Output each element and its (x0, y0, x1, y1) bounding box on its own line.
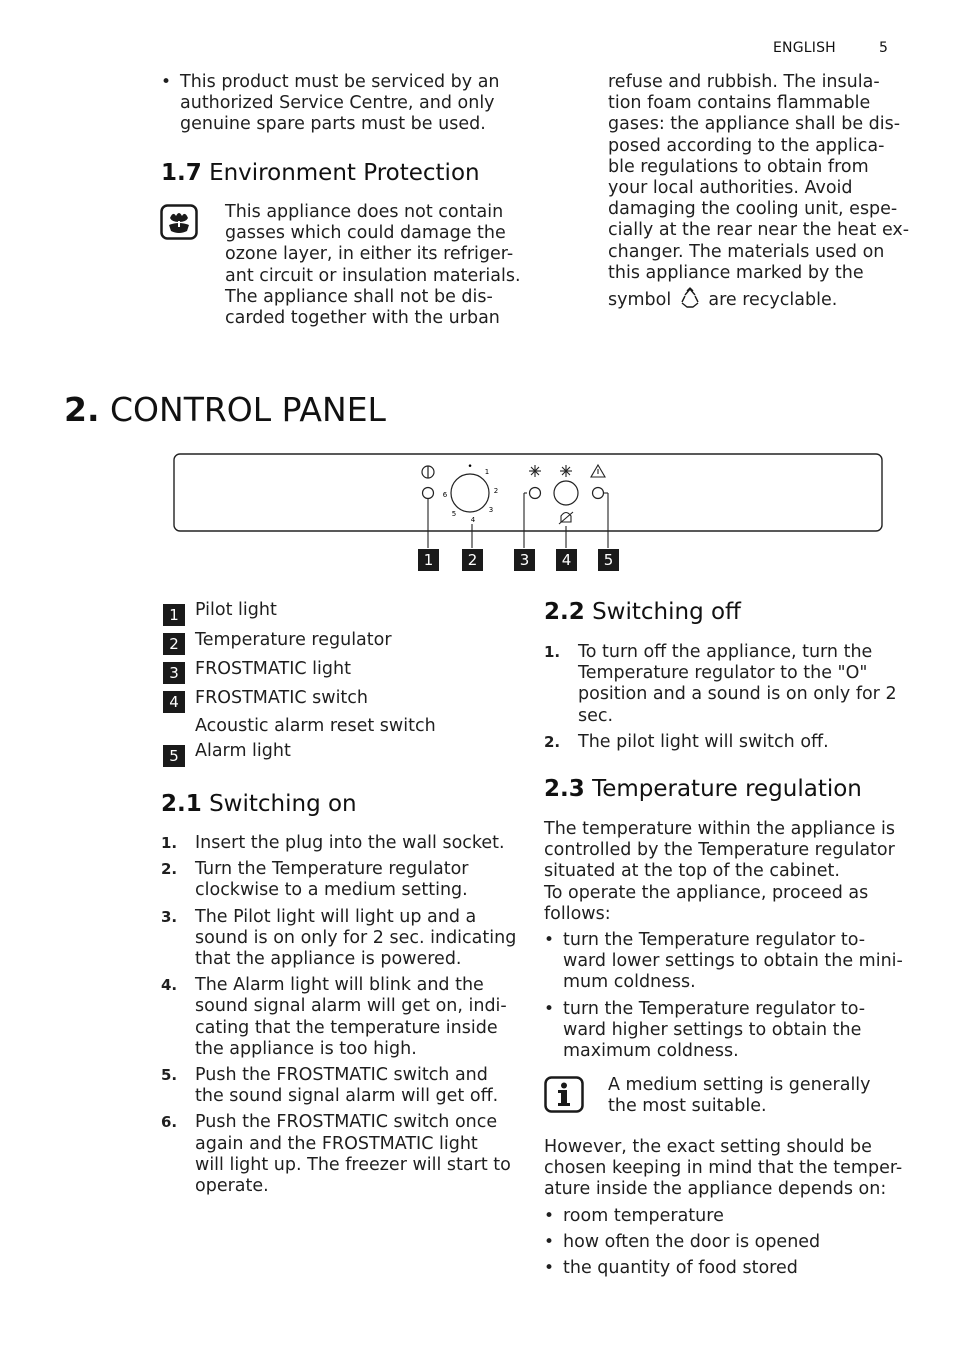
step-number: 2. (161, 860, 178, 879)
text-line: turn the Temperature regulator to- (563, 998, 866, 1019)
text-line: chosen keeping in mind that the temper- (544, 1158, 903, 1179)
text-line: gases: the appliance shall be dis- (608, 114, 901, 135)
text-line: carded together with the urban (225, 308, 500, 329)
text-line: follows: (544, 903, 611, 924)
environment-text-right (608, 72, 909, 311)
switching-off-steps (544, 642, 914, 753)
callout-leaders (428, 493, 608, 548)
recycle-symbol-icon (679, 287, 701, 309)
chapter-heading (64, 390, 386, 429)
dial-mark: 4 (470, 516, 476, 524)
legend-label: Temperature regulator (195, 630, 392, 650)
legend-label: FROSTMATIC switch (195, 688, 369, 708)
text-line: cially at the rear near the heat ex- (608, 220, 910, 241)
step-number: 1. (161, 834, 178, 852)
text-line: controlled by the Temperature regulator (544, 840, 895, 861)
list-item (544, 1232, 914, 1253)
step-number: 4. (161, 976, 178, 995)
callout-number: 2 (467, 551, 478, 569)
text-line: However, the exact setting should be (544, 1137, 872, 1157)
legend-label: Acoustic alarm reset switch (195, 716, 436, 736)
switching-on-steps (161, 833, 521, 1197)
temperature-intro (544, 819, 895, 925)
bullet-dot: • (544, 1232, 555, 1253)
section-number: 2.1 (161, 791, 202, 817)
dial-mark: 6 (442, 491, 448, 499)
recyclable-text: are recyclable. (708, 290, 838, 311)
frostmatic-light-lamp (530, 488, 541, 499)
text-line: operate. (195, 1176, 269, 1197)
section-title: Environment Protection (209, 160, 480, 186)
text-line: The temperature within the appliance is (544, 819, 896, 839)
section-number: 1.7 (161, 160, 202, 186)
legend-badge: 3 (163, 662, 185, 684)
list-item (544, 1258, 914, 1279)
step-number: 2. (544, 732, 561, 751)
section-number: 2.2 (544, 599, 585, 625)
language-label: ENGLISH (773, 40, 836, 56)
legend-label: FROSTMATIC light (195, 659, 351, 679)
text-line: sound signal alarm will get on, indi- (195, 996, 507, 1017)
step-number: 1. (544, 643, 561, 661)
list-item (544, 732, 914, 753)
dial-mark: • (467, 462, 473, 472)
text-line: the sound signal alarm will get off. (195, 1086, 499, 1107)
text-line: Turn the Temperature regulator (195, 859, 469, 880)
text-line: This product must be serviced by an (180, 72, 500, 92)
section-heading-switching-off (544, 599, 741, 625)
bullet-dot: • (544, 1206, 555, 1226)
bullet-dot: • (544, 930, 555, 950)
text-line: how often the door is opened (563, 1232, 821, 1253)
info-note (608, 1075, 871, 1117)
text-line: your local authorities. Avoid (608, 178, 853, 199)
dial-mark: 2 (493, 487, 499, 495)
legend-badge: 2 (163, 633, 185, 655)
text-line: ward lower settings to obtain the mini- (563, 951, 903, 972)
bullet-dot: • (544, 1258, 555, 1279)
step-number: 6. (161, 1113, 178, 1132)
text-line: The pilot light will switch off. (578, 731, 829, 752)
chapter-title: CONTROL PANEL (110, 390, 386, 429)
text-line: authorized Service Centre, and only (180, 93, 495, 114)
text-line: Push the FROSTMATIC switch and (195, 1065, 488, 1086)
text-line: To turn off the appliance, turn the (578, 642, 873, 662)
symbol-word: symbol (608, 290, 672, 311)
list-item (544, 999, 914, 1063)
list-item (161, 975, 521, 1060)
text-line: position and a sound is on only for 2 (578, 684, 897, 705)
text-line: To operate the appliance, proceed as (544, 882, 869, 903)
text-line: clockwise to a medium setting. (195, 880, 468, 901)
text-line: damaging the cooling unit, espe- (608, 199, 898, 220)
list-item (544, 930, 914, 994)
dial-mark: 1 (484, 468, 490, 476)
alarm-light-lamp (593, 488, 604, 499)
info-icon (544, 1076, 584, 1113)
pilot-light-lamp (423, 488, 434, 499)
chapter-number: 2. (64, 390, 100, 429)
section-heading-environment (161, 160, 480, 186)
legend-label: Pilot light (195, 600, 277, 620)
text-line: will light up. The freezer will start to (195, 1154, 511, 1175)
list-item (161, 1112, 521, 1197)
text-line: sound is on only for 2 sec. indicating (195, 927, 517, 948)
text-line: situated at the top of the cabinet. (544, 861, 840, 882)
step-number: 3. (161, 907, 178, 926)
bullet-dot: • (544, 998, 555, 1019)
section-number: 2.3 (544, 776, 585, 802)
text-line: Insert the plug into the wall socket. (195, 833, 505, 853)
text-line: A medium setting is generally (608, 1075, 871, 1095)
dial-mark: 5 (451, 510, 457, 518)
list-item (544, 1206, 914, 1227)
text-line: ble regulations to obtain from (608, 156, 869, 177)
temperature-dial (451, 474, 489, 512)
text-line: changer. The materials used on (608, 241, 885, 262)
alarm-mute-icon (559, 512, 573, 524)
text-line: refuse and rubbish. The insula- (608, 72, 880, 92)
text-line: this appliance marked by the (608, 262, 864, 283)
text-line: cating that the temperature inside (195, 1017, 498, 1038)
section-heading-temperature-regulation (544, 776, 862, 802)
text-line: ward higher settings to obtain the (563, 1019, 862, 1040)
text-line: This appliance does not contain (225, 202, 504, 222)
legend-badge: 1 (163, 604, 185, 626)
section-title: Temperature regulation (592, 776, 862, 802)
frostmatic-switch-button (554, 481, 578, 505)
text-line: The appliance shall not be dis- (225, 286, 493, 307)
text-line: ant circuit or insulation materials. (225, 265, 521, 286)
text-line: mum coldness. (563, 972, 696, 993)
text-line: posed according to the applica- (608, 135, 885, 156)
callout-number: 1 (423, 551, 434, 569)
text-line: maximum coldness. (563, 1041, 739, 1062)
list-item (544, 642, 914, 727)
text-line: The Alarm light will blink and the (195, 975, 484, 996)
power-icon (422, 466, 434, 478)
text-line: Temperature regulator to the "O" (578, 663, 868, 684)
legend-label: Alarm light (195, 741, 291, 761)
list-item (161, 907, 521, 971)
text-line: ozone layer, in either its refriger- (225, 244, 514, 265)
section-title: Switching off (592, 599, 741, 625)
however-paragraph (544, 1137, 902, 1201)
text-line: the appliance is too high. (195, 1038, 417, 1059)
section-title: Switching on (209, 791, 357, 817)
step-number: 5. (161, 1066, 178, 1085)
legend-badge: 4 (163, 691, 185, 713)
callout-number: 5 (603, 551, 614, 569)
dial-mark: 3 (488, 506, 494, 514)
section-heading-switching-on (161, 791, 357, 817)
text-line: turn the Temperature regulator to- (563, 930, 866, 950)
text-line: again and the FROSTMATIC light (195, 1133, 478, 1154)
text-line: gasses which could damage the (225, 223, 506, 244)
control-panel-diagram (172, 452, 892, 577)
text-line: sec. (578, 705, 614, 726)
environment-text-left (225, 202, 521, 329)
list-item (161, 833, 521, 854)
service-bullet (161, 72, 501, 136)
callout-number: 3 (519, 551, 530, 569)
panel-outline (174, 454, 882, 531)
recycle-plant-icon (160, 204, 198, 240)
callout-number: 4 (561, 551, 572, 569)
factor-list (544, 1206, 914, 1280)
warning-triangle-icon (591, 465, 605, 477)
text-line: room temperature (563, 1206, 724, 1226)
text-line: the quantity of food stored (563, 1258, 798, 1279)
legend-badge: 5 (163, 745, 185, 767)
text-line: The Pilot light will light up and a (195, 906, 477, 927)
text-line: ature inside the appliance depends on: (544, 1179, 887, 1200)
snowflake-icon (529, 465, 541, 477)
bullet-dot: • (161, 72, 172, 92)
text-line (608, 287, 909, 311)
text-line: tion foam contains flammable (608, 93, 871, 114)
list-item (161, 859, 521, 901)
snowflake-icon (560, 465, 572, 477)
temperature-bullets (544, 930, 914, 1062)
text-line: genuine spare parts must be used. (180, 114, 486, 135)
legend (163, 600, 523, 770)
list-item (161, 1065, 521, 1107)
page-number: 5 (879, 40, 889, 56)
text-line: Push the FROSTMATIC switch once (195, 1112, 498, 1133)
text-line: that the appliance is powered. (195, 949, 462, 970)
text-line: the most suitable. (608, 1096, 767, 1117)
